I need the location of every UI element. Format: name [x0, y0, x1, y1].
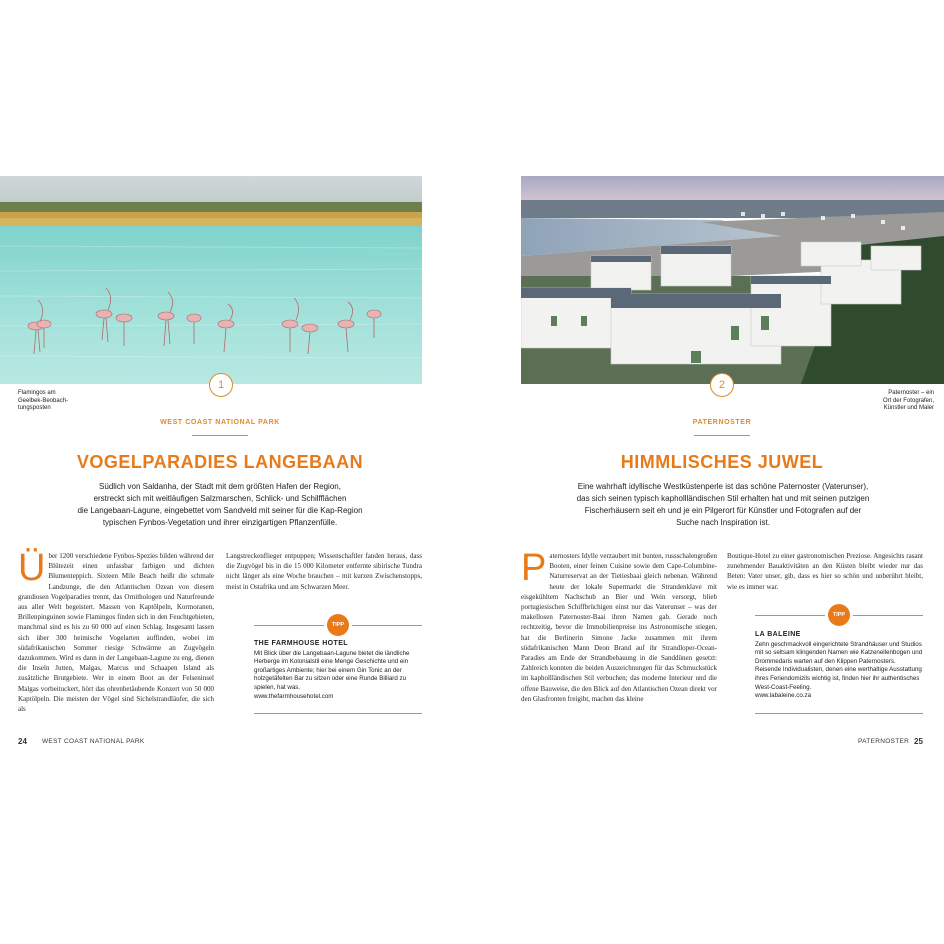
page-headline: VOGELPARADIES LANGEBAAN	[76, 452, 364, 472]
running-footer: PATERNOSTER	[858, 738, 910, 745]
photo-caption: Flamingos am Geelbek-Beobach- tungsposten	[18, 390, 69, 411]
tip-bottom-rule	[755, 713, 923, 714]
drop-cap: Ü	[18, 547, 46, 589]
section-kicker: WEST COAST NATIONAL PARK	[160, 419, 280, 426]
tip-box	[254, 640, 422, 701]
kicker-rule	[192, 435, 248, 436]
running-footer: WEST COAST NATIONAL PARK	[42, 738, 145, 745]
tip-badge: TIPP	[828, 604, 850, 626]
tip-title: LA BALEINE	[755, 631, 801, 638]
photo-number-badge: 2	[710, 373, 734, 397]
kicker-rule	[694, 435, 750, 436]
paternoster-village-photo	[521, 176, 944, 384]
tip-url[interactable]: www.thefarmhousehotel.com	[254, 692, 334, 700]
page-number: 25	[914, 737, 923, 746]
tip-text: Zehn geschmackvoll eingerichtete Strandhäuser und Studios mit so seltsam klingenden Namen wie Katzenellenbogen und Drommedaris warten auf den Klippen Paternosters. Reisende Individualisten, denen eine werthaltige Ausstattung ihres Feriendomizils wichtig ist, finden hier ihr authentisches West-Coast-Feeling.	[755, 640, 923, 691]
lead-paragraph: Eine wahrhaft idyllische Westküstenperle ist das schöne Paternoster (Vaterunser), das sich seinen typisch kaphollländischen Stil erhalten hat und mit seinen putzigen Fischerhäusern seit eh und je ein Pilgerort für Künstler und Fotografen auf der Suche nach Inspiration ist.	[576, 482, 870, 527]
photo-number-badge: 1	[209, 373, 233, 397]
flamingo-lagoon-photo	[0, 176, 422, 384]
tip-rule-left	[755, 615, 825, 616]
section-kicker: PATERNOSTER	[692, 419, 752, 426]
page-headline: HIMMLISCHES JUWEL	[620, 452, 824, 472]
tip-rule-right	[853, 615, 923, 616]
lead-paragraph: Südlich von Saldanha, der Stadt mit dem größten Hafen der Region, erstreckt sich mit weitläufigen Salzmarschen, Schlick- und Schilfflächen die Langebaan-Lagune, eingebettet vom Sandveld mit seiner für die Kap-Region typischen Fynbos-Vegetation und ihrer einzigartigen Pflanzenfülle.	[77, 482, 363, 527]
tip-url[interactable]: www.labaleine.co.za	[755, 692, 812, 700]
photo-caption: Paternoster – ein Ort der Fotografen, Künstler und Maler	[882, 390, 934, 411]
body-column-2: Langstreckenflieger entpuppen; Wissenschaftler fanden heraus, dass die Zugvögel bis in die 15 000 Kilometer entfernte sibirische Tundra nicht länger als eine Woche brauchen – mit kurzen Zwischenstopps, meist in Ostafrika und am Schwarzen Meer.	[226, 552, 422, 591]
tip-badge: TIPP	[327, 614, 349, 636]
tip-rule-right	[352, 625, 422, 626]
body-column-2: Boutique-Hotel zu einer gastronomischen Preziose. Angesichts rasant zunehmender Bauaktivitäten an den Küsten bleibt wieder nur das Beten: Vater unser, gib, dass es hier so schön und unberührt bleibt, wie es immer war.	[727, 552, 923, 591]
drop-cap: P	[521, 547, 547, 589]
tip-title: THE FARMHOUSE HOTEL	[254, 640, 348, 647]
tip-box	[755, 631, 923, 701]
tip-bottom-rule	[254, 713, 422, 714]
body-column-1: Paternosters Idylle verzaubert mit bunten, russschalengroßen Booten, einer feinen Cuisine sowie dem Cape-Columbine-Naturreservat an der Tietiesbaai gleich nebenan. Während heute der lokale Supermarkt die Strandenklave mit eisgekühltem Nachschub an Bier und Wein versorgt, blieb portugiesischen Schiffbrüchigen einst nur das Vaterunser – was der makellosen Paternoster-Baai ihren Namen gab. Gerade noch rechtzeitig, bevor die Immobilienpreise ins Astronomische stiegen, hat die Berlinerin Simone Jacke zusammen mit ihrem südafrikanischen Mann Deon Brand auf ihr Strandloper-Ocean-Paradies am Ende der Strandbebauung in die Sanddünen gesetzt: Zahlreich konnten die beiden Auszeichnungen für das Schmuckstück im kaphollländischen Stil verbuchen; das moderne Interieur und die offene Bauweise, die den Blick auf den Atlantischen Ozean direkt vor den Glasfronten freigibt, machen das kleine	[521, 547, 717, 703]
tip-rule-left	[254, 625, 324, 626]
tip-text: Mit Blick über die Langebaan-Lagune bietet die ländliche Herberge im Kolonialstil eine Menge Geschichte und ein großartiges Ambiente; hier bei einem Gin Tonic an der holzgetäfelten Bar zu sitzen oder eine Runde Billiard zu spielen, hat was.	[254, 649, 410, 691]
body-column-1: Über 1200 verschiedene Fynbos-Spezies bilden während der Blütezeit einen unfassbar farbigen und dichten Blumenteppich. Sixteen Mile Beach heißt die schmale Landzunge, die den Atlantischen Ozean von diesem grandiosen Vogelparadies trennt, das Ornithologen und Naturfreunde aus aller Welt begeistert. Massen von Kaptölpeln, Kormoranen, Brillenpinguinen sowie Flamingos finden sich in den Feuchtgebieten, manchmal sind es bis zu 60 000 auf einen Schlag. Insgesamt lassen sich über 300 heimische Vogelarten auffinden, wobei im südafrikanischen Sommer riesige Schwärme an Zugvögeln dazukommen. Wird es dann in der Langebaan-Lagune zu eng, dienen die Inseln Jutten, Malgas, Marcus und Schaapen Island als zusätzliche Brutgebiete. Wer in einem Boot an der Felseninsel Malgas vorbeituckert, hört das ohrenbetäubende Konzert von 50 000 Kaptölpeln. Die meisten der Vögel sind Sichelstrandläufer, die sich als	[18, 547, 214, 714]
page-number: 24	[18, 737, 27, 746]
